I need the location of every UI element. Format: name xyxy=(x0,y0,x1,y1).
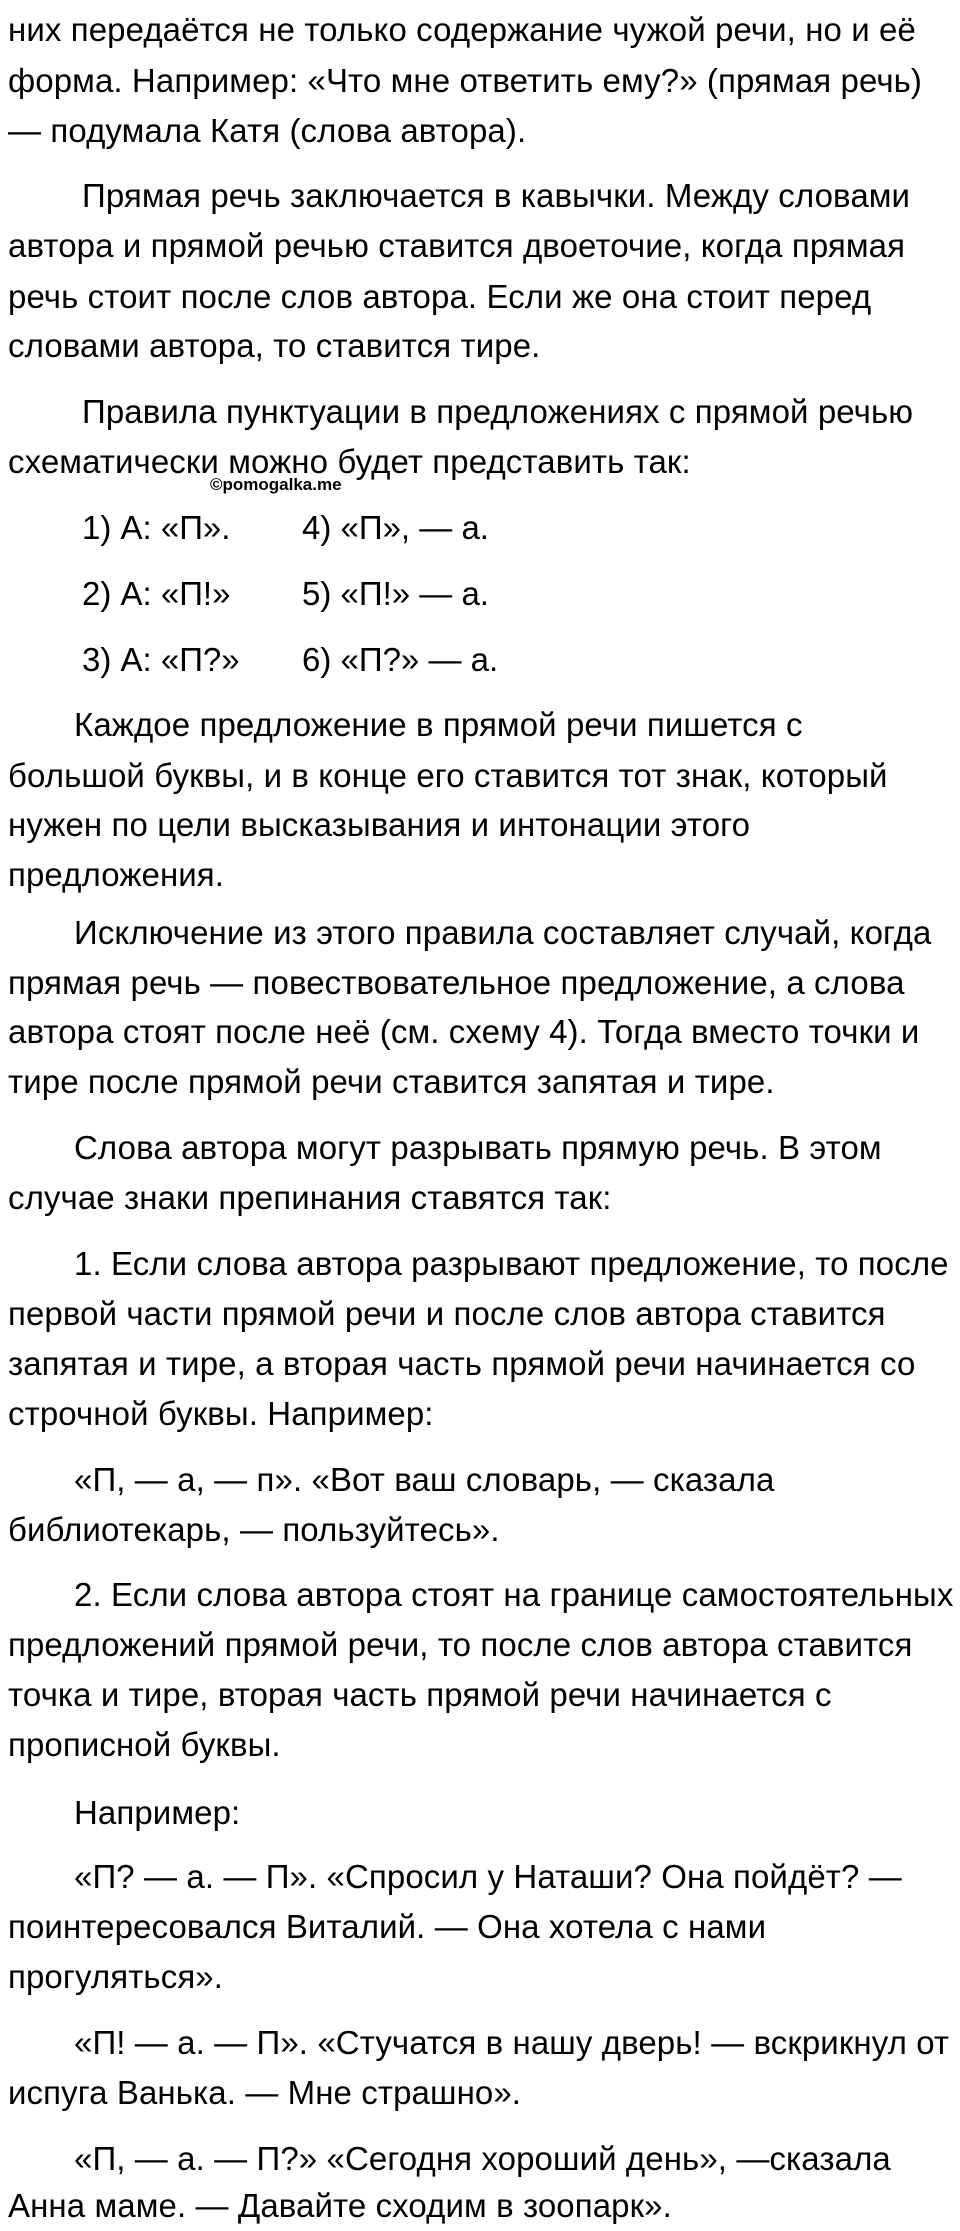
text-line: 2. Если слова автора стоят на границе самостоятельных xyxy=(74,1576,954,1613)
text-line: Анна маме. — Давайте сходим в зоопарк». xyxy=(8,2187,672,2224)
watermark: ©pomogalka.me xyxy=(210,475,342,494)
text-line: прямая речь — повествовательное предложение, а слова xyxy=(8,964,905,1001)
text-line: Каждое предложение в прямой речи пишется с xyxy=(74,706,803,743)
text-line: испуга Ванька. — Мне страшно». xyxy=(8,2074,522,2111)
text-line: точка и тире, вторая часть прямой речи начинается с xyxy=(8,1676,832,1713)
scheme-item: 2) А: «П!» xyxy=(82,575,231,612)
text-line: схематически можно будет представить так: xyxy=(8,443,691,480)
text-line: Правила пунктуации в предложениях с прямой речью xyxy=(82,393,914,430)
scheme-item: 6) «П?» — а. xyxy=(302,641,499,678)
scheme-item: 3) А: «П?» xyxy=(82,641,240,678)
text-line: поинтересовался Виталий. — Она хотела с нами xyxy=(8,1908,767,1945)
text-line: большой буквы, и в конце его ставится тот знак, который xyxy=(8,757,888,794)
text-line: нужен по цели высказывания и интонации этого xyxy=(8,806,751,843)
text-line: автора стоят после неё (см. схему 4). Тогда вместо точки и xyxy=(8,1013,920,1050)
text-line: «П? — а. — П». «Спросил у Наташи? Она пойдёт? — xyxy=(74,1858,902,1895)
scheme-item: 5) «П!» — а. xyxy=(302,575,489,612)
text-line: строчной буквы. Например: xyxy=(8,1395,434,1432)
text-line: словами автора, то ставится тире. xyxy=(8,327,541,364)
text-line: Слова автора могут разрывать прямую речь. В этом xyxy=(74,1129,882,1166)
text-line: автора и прямой речью ставится двоеточие, когда прямая xyxy=(8,227,906,264)
scheme-item: 4) «П», — а. xyxy=(302,509,489,546)
text-line: Исключение из этого правила составляет случай, когда xyxy=(74,914,932,951)
text-line: прописной буквы. xyxy=(8,1726,281,1763)
text-line: первой части прямой речи и после слов автора ставится xyxy=(8,1295,886,1332)
text-line: Прямая речь заключается в кавычки. Между словами xyxy=(82,177,911,214)
text-line: — подумала Катя (слова автора). xyxy=(8,112,527,149)
text-line: «П, — а. — П?» «Сегодня хороший день», —сказала xyxy=(74,2140,891,2177)
text-line: предложений прямой речи, то после слов автора ставится xyxy=(8,1626,913,1663)
scheme-item: 1) А: «П». xyxy=(82,509,231,546)
text-line: библиотекарь, — пользуйтесь». xyxy=(8,1511,500,1548)
text-line: тире после прямой речи ставится запятая и тире. xyxy=(8,1063,775,1100)
text-line: случае знаки препинания ставятся так: xyxy=(8,1179,612,1216)
text-line: запятая и тире, а вторая часть прямой речи начинается со xyxy=(8,1345,916,1382)
text-line: «П! — а. — П». «Стучатся в нашу дверь! — вскрикнул от xyxy=(74,2024,950,2061)
text-line: «П, — а, — п». «Вот ваш словарь, — сказала xyxy=(74,1461,775,1498)
text-line: 1. Если слова автора разрывают предложение, то после xyxy=(74,1245,949,1282)
text-line: речь стоит после слов автора. Если же она стоит перед xyxy=(8,278,872,315)
text-line: форма. Например: «Что мне ответить ему?» (прямая речь) xyxy=(8,62,922,99)
text-line: Например: xyxy=(74,1794,241,1831)
text-line: предложения. xyxy=(8,856,225,893)
text-line: них передаётся не только содержание чужой речи, но и её xyxy=(8,11,916,48)
text-line: прогуляться». xyxy=(8,1958,224,1995)
